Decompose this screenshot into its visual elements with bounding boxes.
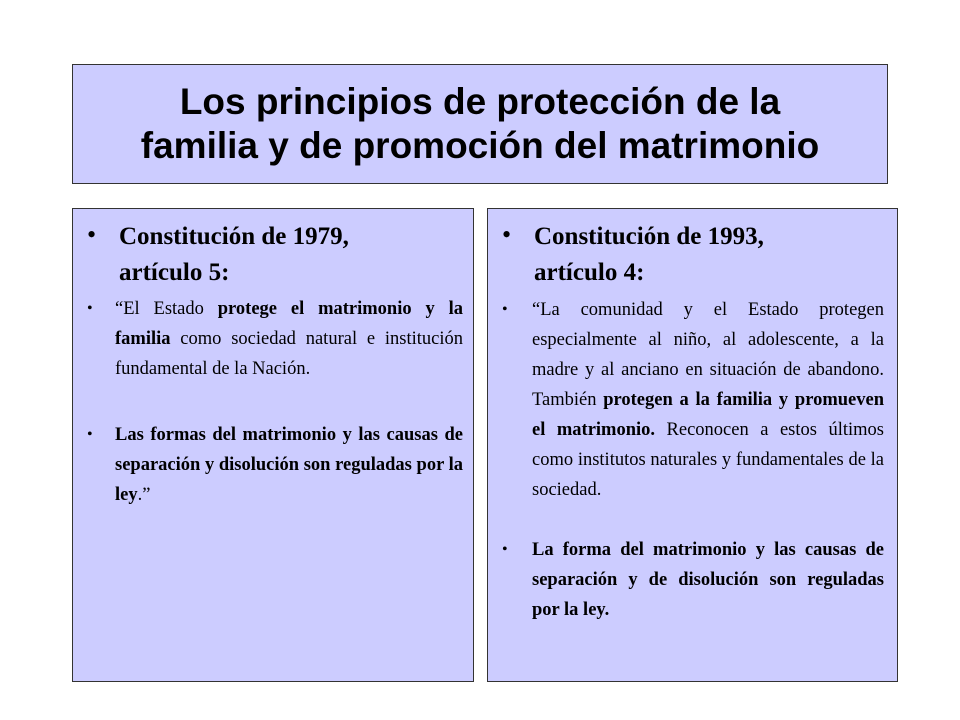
article-4-paragraph-2 [532,535,884,625]
article-5-paragraph-1: “El Estado protege el matrimonio y la familia como sociedad natural e institución fundamental de la Nación. [115,299,463,379]
heading-line-2: artículo 4: [534,259,645,286]
slide-title-line-1: Los principios de protección de la [179,81,781,122]
slide-title-box [72,64,888,184]
heading-bullet: • [87,220,97,249]
emphasis-text: La forma del matrimonio y las causas de separación y de disolución son reguladas por la ley. [532,540,884,620]
article-5-paragraph-2: Las formas del matrimonio y las causas de separación y disolución son reguladas por la ley.” [115,425,463,505]
emphasis-text: protegen a la familia y promueven el matrimonio. [532,390,884,440]
paragraph-bullet: • [502,541,508,558]
constitution-1993-panel [487,208,898,682]
slide-title-line-2: familia y de promoción del matrimonio [140,125,820,166]
emphasis-text: Las formas del matrimonio y las causas de separación y disolución son reguladas por la ley [115,425,463,505]
constitution-1979-heading [119,219,469,291]
heading-line-1: Constitución de 1993, [534,223,764,250]
constitution-1993-heading [534,219,884,291]
paragraph-bullet: • [502,301,508,318]
article-4-paragraph-1: “La comunidad y el Estado protegen especialmente al niño, al adolescente, a la madre y al anciano en situación de abandono. También protegen a la familia y promueven el matrimonio. Reconocen a estos últimos como institutos naturales y fundamentales de la sociedad. [532,300,884,500]
heading-bullet: • [502,220,512,249]
heading-line-2: artículo 5: [119,259,230,286]
paragraph-bullet: • [87,300,93,317]
paragraph-bullet: • [87,426,93,443]
emphasis-text: protege el matrimonio y la familia [115,299,463,349]
heading-line-1: Constitución de 1979, [119,223,349,250]
constitution-1979-panel [72,208,474,682]
